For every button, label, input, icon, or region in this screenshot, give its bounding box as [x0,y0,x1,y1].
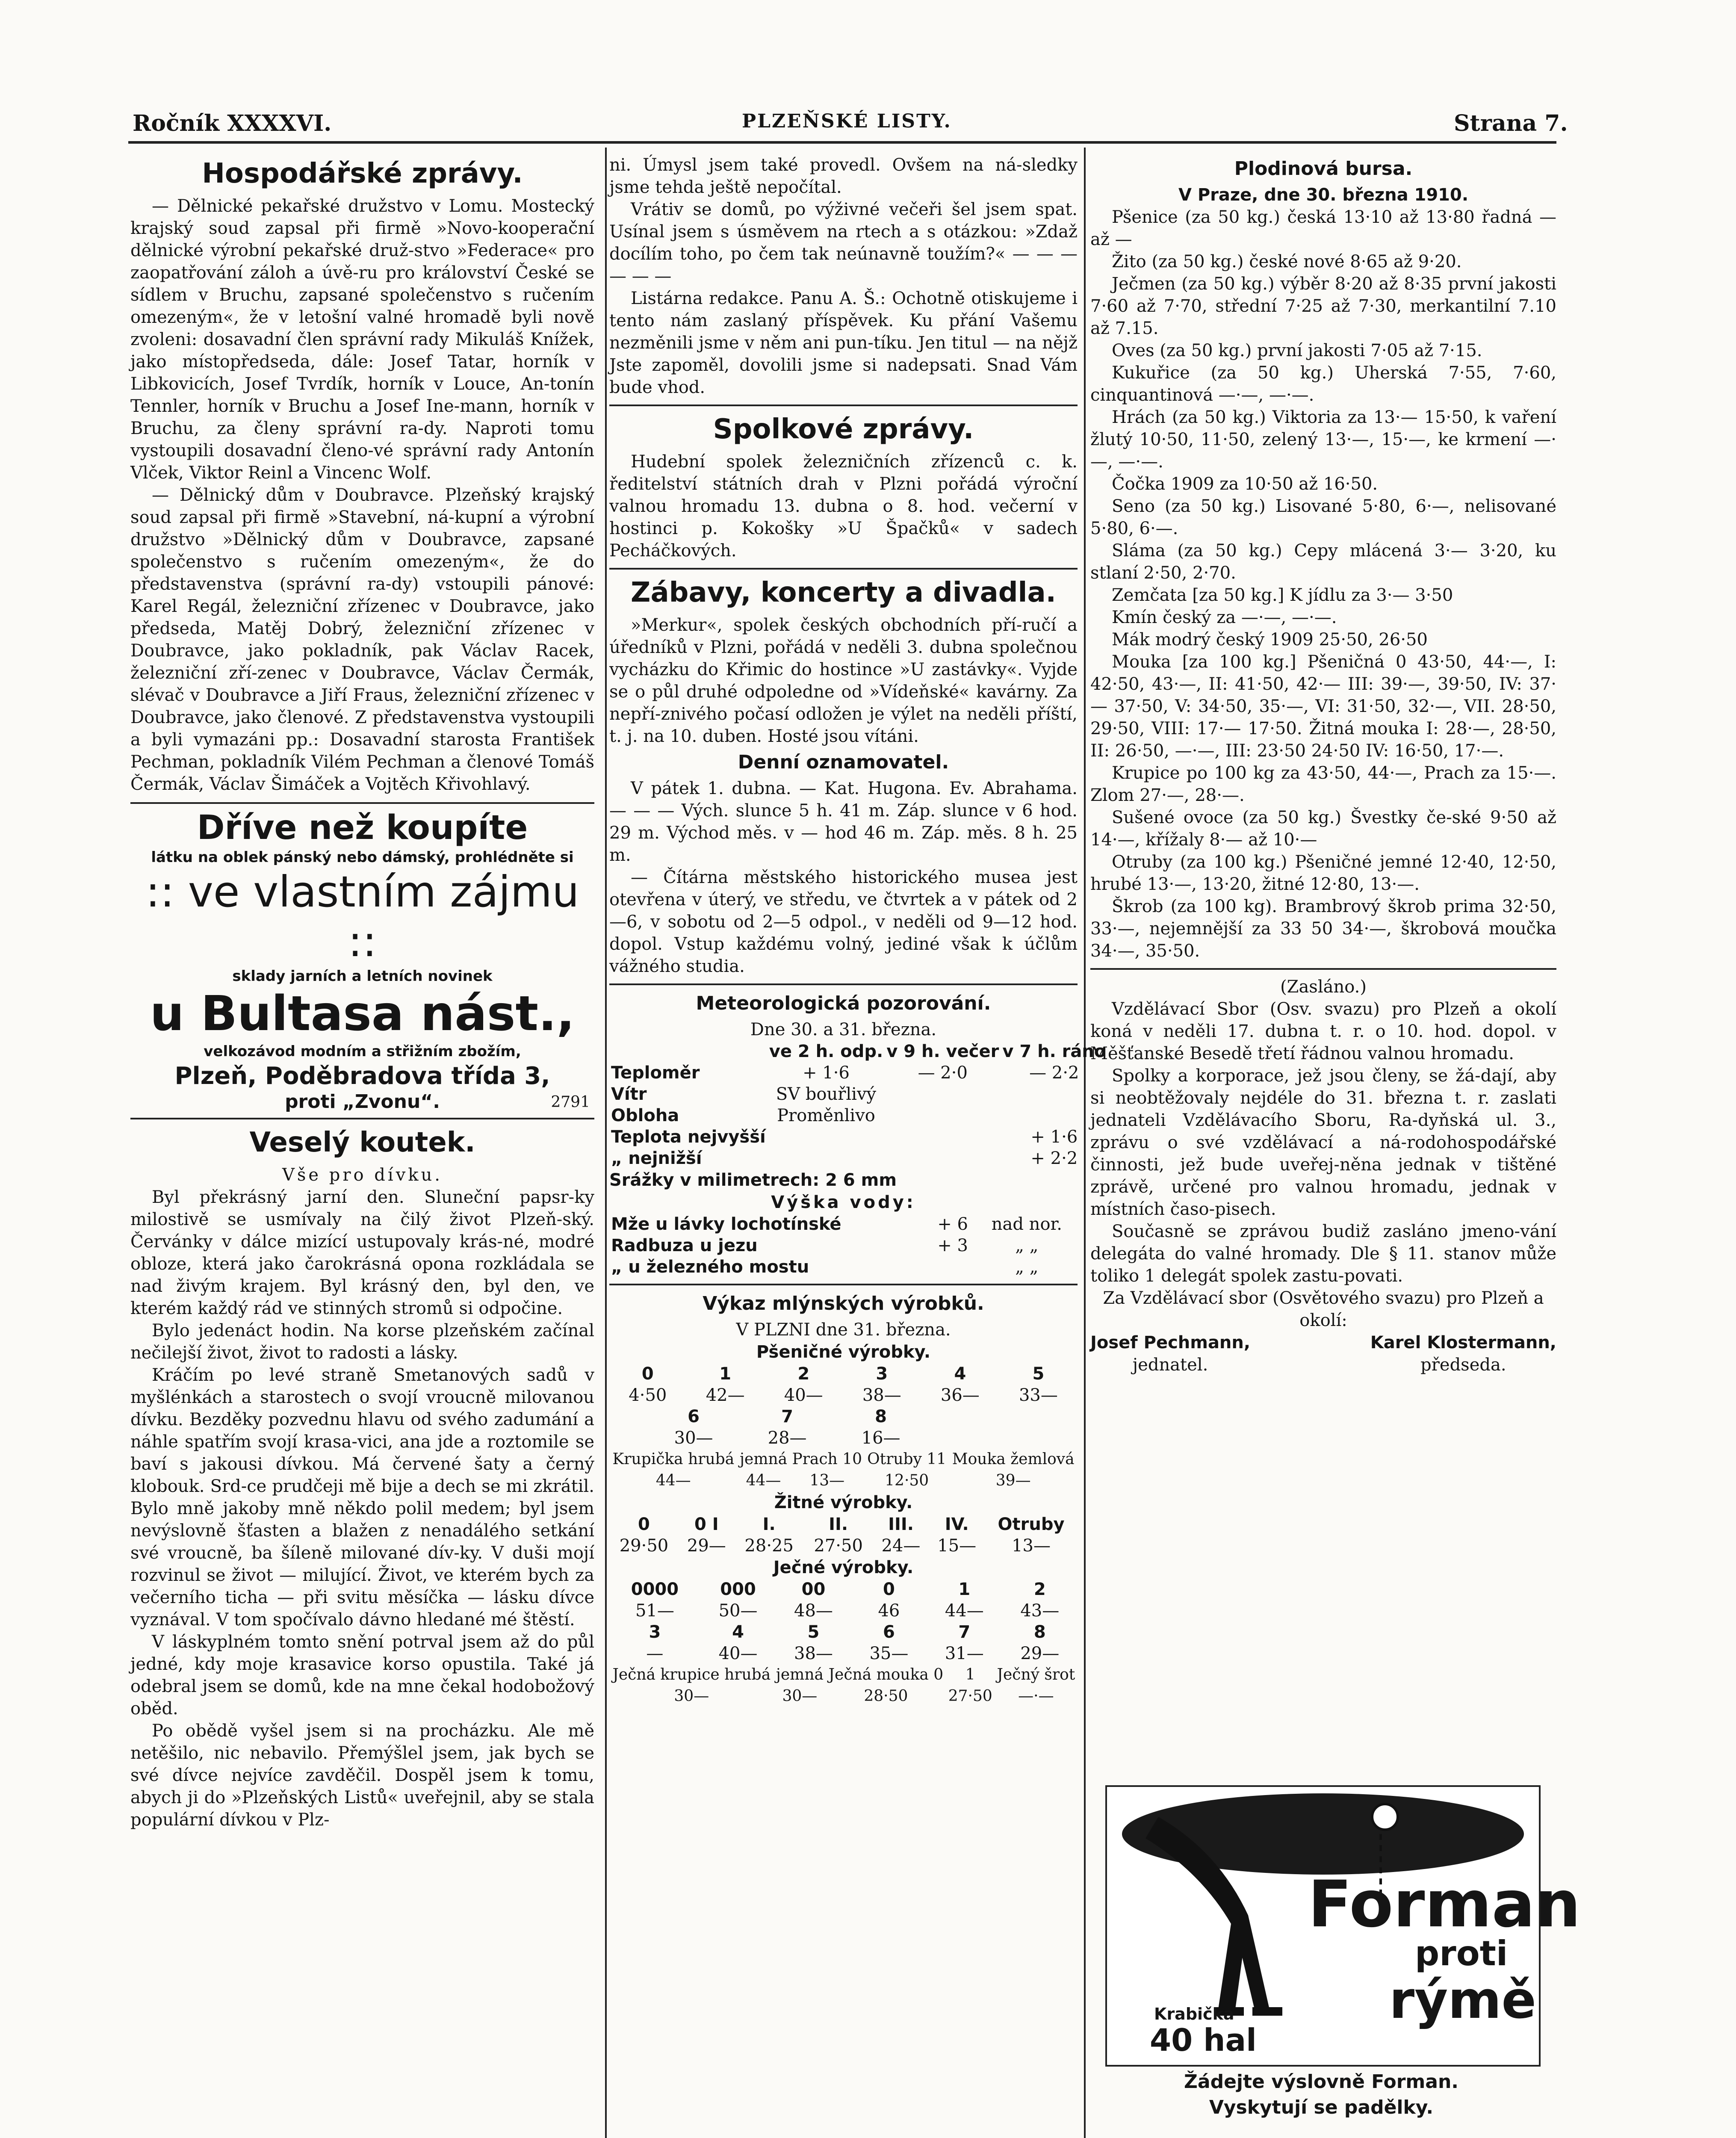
zaslano-paragraph-2: Spolky a korporace, jež jsou členy, se žá-dají, aby si neobtěžovaly nejdéle do 31. března t. r. zaslati jednateli Vzdělávacího Sboru, Ra-dyňská ul. 3., zprávu o své vzdělávací a ná-rodohospodářské činnosti, jež bude uveřej-něna jednak v tištěné zprávě, určené pro valnou hromadu, jednak v místních časo-pisech. [1090,1066,1556,1219]
bursa-item: Zemčata [za 50 kg.] K jídlu za 3·— 3·50 [1112,585,1453,605]
table-cell: 27·50 [814,1536,863,1556]
ad-number: 2791 [551,1093,590,1111]
story-paragraph-5: Po obědě vyšel jsem si na procházku. Ale mě netěšilo, nic nebavilo. Přemýšlel jsem, jak bych se své dívce nejvíce zavděčil. Dospěl jsem k tomu, abych ji do »Plzeňských Listů« uveřejnil, aby se stala populární dívkou v Plz- [130,1721,594,1830]
bursa-item: Sláma (za 50 kg.) Cepy mlácená 3·— 3·20, ku stlaní 2·50, 2·70. [1090,541,1556,583]
table-cell: Ječná krupice hrubá [612,1666,771,1683]
table-cell: 7 [781,1407,794,1426]
barley-products-table [609,1579,1078,1664]
signature-jednatel [1090,1332,1250,1376]
story-paragraph-3: Kráčím po levé straně Smetanových sadů v myšlénkách a starostech o svojí vroucně milovanou dívku. Bezděky pozvednu hlavu od svého zadumání a náhle spatřím svojí krasa-vici, ana jde a roztomile se baví s jakousi dívkou. Má červené šaty a černý klobouk. Srd-ce prudčeji mě bije a dech se mi zkrátil. Bylo mně jakoby mně někdo polil medem; byl jsem nevýslovně šťasten a blažen z nenadálého setkání své vroucně, ba šíleně milované dív-ky. V duši mojí rozvinul se život — milující. Život, ve kterém bych za večerního ticha — při svitu měsíčka — lásku dívce vyznával. V tom spočívalo dávno hledané mé štěstí. [130,1365,594,1630]
table-cell: 3 [876,1364,888,1384]
table-row [609,1449,1078,1470]
section-title-bursa: Plodinová bursa. [1234,158,1413,180]
water-level-table [609,1214,1078,1278]
bursa-item: Sušené ovoce (za 50 kg.) Švestky če-ské 9·50 až 14·—, křížaly 8·— až 10·— [1090,808,1556,850]
table-cell: Mouka žemlová [952,1450,1075,1468]
story-paragraph-2: Bylo jedenáct hodin. Na korse plzeňském začínal nečilejší život, život to radosti a lásky. [130,1321,594,1363]
table-cell: 27·50 [948,1687,992,1705]
table-cell: IV. [945,1515,969,1534]
header-rule [128,141,1556,144]
rye-products-title: Žitné výrobky. [774,1493,913,1512]
table-cell: Otruby [998,1515,1065,1534]
table-cell: Ječná mouka 0 [828,1666,944,1683]
table-cell: 8 [1033,1622,1046,1642]
table-cell: 000 [720,1580,756,1599]
table-cell: „ nejnižší [611,1149,702,1168]
vykaz-date: V PLZNI dne 31. března. [736,1320,951,1340]
ad-landmark: proti „Zvonu“. [285,1091,440,1113]
section-title-koutek: Veselý koutek. [249,1127,475,1158]
forman-advertisement [1105,1785,1581,2067]
table-cell: 8 [875,1407,887,1426]
page-number: Strana 7. [1454,110,1568,136]
table-row [647,1427,928,1449]
bursa-item: Mák modrý český 1909 25·50, 26·50 [1112,630,1428,650]
table-row [609,1148,1107,1169]
table-cell: 50— [718,1601,758,1621]
table-cell: 2 [1033,1580,1046,1599]
table-cell: 28·50 [864,1687,908,1705]
divider [609,568,1078,570]
table-row [609,1214,1078,1235]
table-cell: 0 [641,1364,654,1384]
zaslano-paragraph-3: Současně se zprávou budiž zasláno jmeno-vání delegáta do valné hromady. Dle § 11. stanov může toliko 1 delegát spolek zastu-povati. [1090,1222,1556,1286]
table-cell: Teplota nejvyšší [611,1127,766,1147]
table-cell: 4 [954,1364,966,1384]
table-row [609,1385,1078,1406]
table-cell: — 2·2 [1029,1063,1079,1083]
table-cell: 43— [1020,1601,1060,1621]
table-row [609,1686,1078,1707]
meteo-date: Dne 30. a 31. března. [750,1020,937,1039]
table-cell: 00 [801,1580,826,1599]
table-row [609,1105,1107,1126]
table-cell: Mže u lávky lochotínské [611,1214,841,1234]
section-title-zabavy: Zábavy, koncerty a divadla. [631,577,1056,608]
table-cell: 46 [878,1601,900,1621]
figure-shoe [1252,2007,1282,2016]
bursa-item: Žito (za 50 kg.) české nové 8·65 až 9·20. [1112,252,1462,272]
table-cell: 7 [958,1622,971,1642]
table-cell: jemná [776,1666,824,1683]
table-cell: — 2·0 [918,1063,968,1083]
table-cell: —·— [1018,1687,1054,1705]
table-cell: 31— [945,1644,984,1663]
table-cell: III. [888,1515,914,1534]
divider [609,405,1078,406]
table-cell: 24— [881,1536,921,1556]
bultas-advertisement [130,802,594,1119]
wheat-products-table-2 [647,1406,928,1449]
table-cell: 0 [638,1515,650,1534]
table-cell: Vítr [611,1084,647,1104]
table-cell: 0 [883,1580,895,1599]
table-cell: „ u železného mostu [611,1257,809,1277]
meteo-table [609,1041,1107,1169]
table-cell: Krupička hrubá [612,1450,735,1468]
table-cell: 51— [635,1601,674,1621]
table-cell [768,1126,885,1148]
section-title-vykaz: Výkaz mlýnských výrobků. [703,1293,984,1314]
table-cell [768,1148,885,1169]
table-cell: „ „ [1015,1236,1039,1255]
table-cell: ve 2 h. odp. [769,1042,883,1061]
table-cell: 38— [862,1385,901,1405]
table-cell: 40— [718,1644,758,1663]
table-cell: Radbuza u jezu [611,1236,758,1255]
table-cell: 5 [1032,1364,1045,1384]
forman-proti: proti [1415,1934,1508,1973]
newspaper-title: PLZEŇSKÉ LISTY. [742,110,952,132]
table-cell: 0000 [631,1580,679,1599]
table-cell: 44— [746,1472,781,1489]
precipitation: Srážky v milimetrech: 2 6 mm [609,1170,897,1190]
table-cell: 44— [945,1601,984,1621]
table-cell: 44— [655,1472,691,1489]
table-cell: 30— [674,1687,709,1705]
signature-role: jednatel. [1132,1355,1208,1375]
zaslano-signoff: Za Vzdělávací sbor (Osvětového svazu) pro Plzeň a okolí: [1103,1288,1544,1330]
table-cell: II. [829,1515,848,1534]
column-rule-1 [605,148,607,2138]
table-cell [885,1105,1001,1126]
zaslano-label: (Zasláno.) [1280,977,1367,997]
article-merkur: »Merkur«, spolek českých obchodních pří-ručí a úředníků v Plzni, pořádá v neděli 3. dubna společnou vycházku do Křimic do hostince »U zastávky«. Vyjde se o půl druhé odpoledne od »Vídeňské« kavárny. Za nepří-znivého počasí odložen je výlet na neděli příští, t. j. na 10. duben. Hosté jsou vítáni. [609,615,1078,746]
museum-reading-room: — Čítárna městského historického musea jest otevřena v úterý, ve středu, ve čtvrtek a v pátek od 2—6, v sobotu od 2—5 odpol., v neděli od 9—12 hod. dopol. Vstup každému volný, jediné však k účlům vážného studia. [609,868,1078,976]
table-cell: Teploměr [611,1063,700,1083]
column-3 [1090,154,1556,1376]
table-cell [885,1126,1001,1148]
forman-tagline-1: Žádejte výslovně Forman. [1184,2071,1459,2093]
table-cell: 3 [649,1622,661,1642]
wheat-products-table [609,1363,1078,1406]
ad-company-name: u Bultasa nást., [150,986,575,1042]
story-title: Vše pro dívku. [282,1165,443,1185]
rye-products-table [609,1514,1078,1556]
table-cell: 12·50 [885,1472,929,1489]
divider [1090,968,1556,970]
table-cell: Proměnlivo [777,1106,875,1125]
table-row [609,1514,1078,1535]
bursa-item: Krupice po 100 kg za 43·50, 44·—, Prach za 15·—. Zlom 27·—, 28·—. [1090,763,1556,805]
ad-business-line: velkozávod modním a střižním zbožím, [204,1043,521,1060]
bursa-item: Ječmen (za 50 kg.) výběr 8·20 až 8·35 první jakosti 7·60 až 7·70, střední 7·25 až 7·30, merkantilní 7.10 až 7.15. [1090,274,1556,338]
table-cell: 40— [784,1385,823,1405]
section-title-denni: Denní oznamovatel. [738,751,949,773]
table-row [609,1235,1078,1256]
table-cell: 48— [794,1601,833,1621]
table-cell: + 1·6 [1030,1127,1078,1147]
table-cell: 39— [995,1472,1031,1489]
table-cell: 13— [809,1472,845,1489]
signatures [1090,1332,1556,1376]
signature-name: Josef Pechmann, [1090,1333,1251,1352]
table-cell: Obloha [611,1106,679,1125]
table-row [609,1621,1078,1643]
signature-name: Karel Klostermann, [1370,1333,1556,1352]
table-row [609,1062,1107,1084]
table-cell: 38— [794,1644,833,1663]
forman-tagline-2: Vyskytují se padělky. [1209,2097,1434,2118]
table-cell: 4·50 [629,1385,667,1405]
wheat-products-table-3 [609,1449,1078,1491]
ad-slogan: :: ve vlastním zájmu :: [145,867,579,966]
ad-headline: Dříve než koupíte [197,809,528,847]
zaslano-paragraph-1: Vzdělávací Sbor (Osv. svazu) pro Plzeň a okolí koná v neděli 17. dubna t. r. o 10. hod. dopol. v Měšťanské Besedě třetí řádnou valnou hromadu. [1090,999,1556,1063]
table-cell: 6 [688,1407,700,1426]
ad-stock-line: sklady jarních a letních novinek [232,968,493,985]
bursa-item: Mouka [za 100 kg.] Pšeničná 0 43·50, 44·—, I: 42·50, 43·—, II: 41·50, 42·— III: 39·—, 39·50, IV: 37·— 37·50, V: 34·50, 35·—, VI: 31·50, 32·—, VII. 28·50, 29·50, VIII: 17·— 17·50. Žitná mouka I: 28·—, 28·50, II: 26·50, —·—, III: 23·50 24·50 IV: 16·50, 17·—. [1090,652,1556,761]
table-row [609,1579,1078,1600]
daily-almanac: V pátek 1. dubna. — Kat. Hugona. Ev. Abrahama. — — — Vých. slunce 5 h. 41 m. Záp. slunce v 6 hod. 29 m. Východ měs. v — hod 46 m. Záp. měs. 8 h. 25 m. [609,779,1078,865]
forman-box-label: Krabička [1154,2005,1234,2023]
table-cell: „ „ [1015,1257,1039,1277]
table-cell: v 7 h. ráno [1002,1042,1106,1061]
column-2 [609,154,1106,1707]
table-cell: — [646,1644,664,1663]
bursa-item: Seno (za 50 kg.) Lisované 5·80, 6·—, nelisované 5·80, 6·—. [1090,496,1556,538]
table-row [609,1600,1078,1621]
forman-price: 40 hal [1150,2022,1257,2058]
table-cell [885,1084,1001,1105]
barley-products-title: Ječné výrobky. [773,1558,914,1577]
article-lom: — Dělnické pekařské družstvo v Lomu. Mostecký krajský soud zapsal při firmě »Novo-kooperační dělnické výrobní pekařské druž-stvo »Federace« pro zaopatřování záloh a úvě-ru pro království České se sídlem v Bruchu, zapsané společenstvo s ručením omezeným«, že v letošní valné hromadě byli nově zvoleni: dosavadní člen správní rady Mikuláš Knížek, jako místopředseda, dále: Josef Tatar, horník v Libkovicích, Josef Tvrdík, horník v Louce, An-tonín Tennler, horník v Bruchu a Josef Ine-mann, horník v Bruchu, za členy správní ra-dy. Naproti tomu vystoupili dosavadní členo-vé správní rady Antonín Vlček, Viktor Reinl a Vincenc Wolf. [130,196,594,483]
bursa-item: Kmín český za —·—, —·—. [1112,608,1337,627]
table-row [609,1535,1078,1556]
story-paragraph-1: Byl překrásný jarní den. Sluneční papsr-ky milostivě se usmívaly na čilý život Plzeň-ský. Červánky v dálce mizící ustupovaly krás-né, modré obloze, která jako čarokrásná opona rozkládala se nad živým krajem. Byl krásný den, byl den, ve kterém každý rád ve stinných stromů si odpočine. [130,1187,594,1318]
table-cell [930,1256,976,1278]
table-cell [885,1148,1001,1169]
table-cell: 1 [958,1580,971,1599]
figure-head [1372,1804,1398,1830]
table-cell: v 9 h. večer [886,1042,999,1061]
ad-address: Plzeň, Poděbradova třída 3, [174,1062,550,1090]
table-cell: 28— [768,1428,807,1448]
column-1 [130,154,594,1831]
divider [609,1284,1078,1285]
table-row [609,1084,1107,1105]
table-cell: 16— [861,1428,900,1448]
wheat-products-title: Pšeničné výrobky. [756,1342,931,1362]
section-title-meteo: Meteorologická pozorování. [696,992,991,1014]
table-cell: 33— [1019,1385,1058,1405]
table-cell: Ječný šrot [997,1666,1075,1683]
table-cell: + 3 [937,1236,968,1255]
forman-ryme: rýmě [1389,1971,1536,2030]
story-paragraph-4: V láskyplném tomto snění potrval jsem až do půl jedné, kdy moje krasavice korso opustila. Také já odebral jsem se domů, kde na mne čekal hodobožový oběd. [130,1632,594,1719]
table-cell: 0 I [694,1515,719,1534]
signature-role: předseda. [1420,1355,1506,1375]
bursa-item: Kukuřice (za 50 kg.) Uherská 7·55, 7·60, cinquantinová —·—, —·—. [1090,363,1556,405]
table-row [647,1406,928,1427]
bursa-item: Pšenice (za 50 kg.) česká 13·10 až 13·80 řadná — až — [1090,207,1556,249]
ad-subline: látku na oblek pánský nebo dámský, prohlédněte si [151,849,574,866]
table-cell: 29·50 [619,1536,669,1556]
story-ending: Vrátiv se domů, po výživné večeři šel jsem spat. Usínal jsem s úsměvem na rtech a s otázkou: »Zdaž docílím toho, po čem tak neúnavně toužím?« — — — — — — [609,200,1078,286]
forman-brand: Forman [1308,1867,1581,1942]
volume-label: Ročník XXXXVI. [133,110,332,136]
table-cell: Otruby 11 [867,1450,947,1468]
water-level-title: Výška vody: [771,1193,916,1212]
table-cell: 13— [1012,1536,1051,1556]
story-continuation: ni. Úmysl jsem také provedl. Ovšem na ná-sledky jsme tehda ještě nepočítal. [609,155,1078,197]
bursa-item: Škrob (za 100 kg). Brambrový škrob prima 32·50, 33·—, nejemnější za 33 50 34·—, škrobová moučka 34·—, 35·50. [1090,897,1556,961]
table-row [609,1643,1078,1664]
table-cell: Prach 10 [792,1450,862,1468]
table-cell: 15— [937,1536,977,1556]
table-cell: 36— [940,1385,980,1405]
table-cell: 29— [687,1536,726,1556]
table-cell: I. [762,1515,776,1534]
table-cell: jemná [739,1450,788,1468]
table-cell: nad nor. [991,1214,1062,1234]
section-title-spolkove: Spolkové zprávy. [713,413,974,445]
table-cell: 30— [674,1428,713,1448]
bursa-item: Čočka 1909 za 10·50 až 16·50. [1112,474,1378,494]
table-row [609,1363,1078,1385]
barley-products-table-2 [609,1664,1078,1707]
editorial-mailbox: Listárna redakce. Panu A. Š.: Ochotně otiskujeme i tento nám zaslaný příspěvek. Ku přání Vašemu nezměnili jsme v něm ani pun-tíku. Jen titul — na nějž Jste zapoměl, dovolili jsme si nadepsati. Snad Vám bude vhod. [609,289,1078,397]
table-cell: 4 [732,1622,744,1642]
bursa-item: Otruby (za 100 kg.) Pšeničné jemné 12·40, 12·50, hrubé 13·—, 13·20, žitné 12·80, 13·—. [1090,852,1556,894]
table-cell: 30— [782,1687,818,1705]
table-cell: 42— [706,1385,745,1405]
table-row [609,1256,1078,1278]
table-cell: SV bouřlivý [776,1084,877,1104]
bursa-item: Oves (za 50 kg.) první jakosti 7·05 až 7·15. [1112,341,1482,360]
table-row [609,1664,1078,1686]
article-hudebni-spolek: Hudební spolek železničních zřízenců c. k. ředitelství státních drah v Plzni pořádá výroční valnou hromadu 13. dubna o 8. hod. večerní v hostinci p. Kokošky »U Špačků« v sadech Pecháčkových. [609,452,1078,561]
section-title-hospodarske: Hospodářské zprávy. [202,158,523,189]
table-cell: 1 [965,1666,975,1683]
table-cell: 2 [797,1364,810,1384]
meteo-header-row [609,1041,1107,1062]
table-cell: 6 [883,1622,895,1642]
table-cell: + 6 [937,1214,968,1234]
table-cell: 1 [719,1364,732,1384]
bursa-item: Hrách (za 50 kg.) Viktoria za 13·— 15·50, k vaření žlutý 10·50, 11·50, zelený 13·—, 15·—, ke krmení —·—, —·—. [1090,408,1556,472]
table-cell: + 1·6 [803,1063,850,1083]
divider [609,983,1078,985]
table-cell: 28·25 [744,1536,794,1556]
table-cell: 29— [1020,1644,1060,1663]
table-cell: 5 [807,1622,820,1642]
table-row [609,1470,1078,1491]
table-cell: 35— [869,1644,909,1663]
table-cell [609,1041,768,1062]
article-doubravka: — Dělnický dům v Doubravce. Plzeňský krajský soud zapsal při firmě »Stavební, ná-kupní a výrobní družstvo »Dělnický dům v Doubravce, zapsané společenstvo s ručením omezeným«, že do představenstva (správní ra-dy) vstoupili pánové: Karel Regál, železniční zřízenec v Doubravce, jako předseda, Matěj Dobrý, železniční zřízenec v Doubravce, jako pokladník, pak Václav Racek, železniční zří-zenec v Doubravce, Václav Čermák, slévač v Doubravce a Jiří Fraus, železniční zřízenec v Doubravce, jako členové. Z představenstva vystoupili a byli vymazáni pp.: Dosavadní starosta František Pechman, pokladník Vilém Pechman a členové Tomáš Čermák, Václav Šimáček a Vojtěch Křivohlavý. [130,485,594,794]
table-cell: + 2·2 [1030,1149,1078,1168]
bursa-date: V Praze, dne 30. března 1910. [1178,185,1469,205]
table-row [609,1126,1107,1148]
signature-predseda [1370,1332,1556,1376]
